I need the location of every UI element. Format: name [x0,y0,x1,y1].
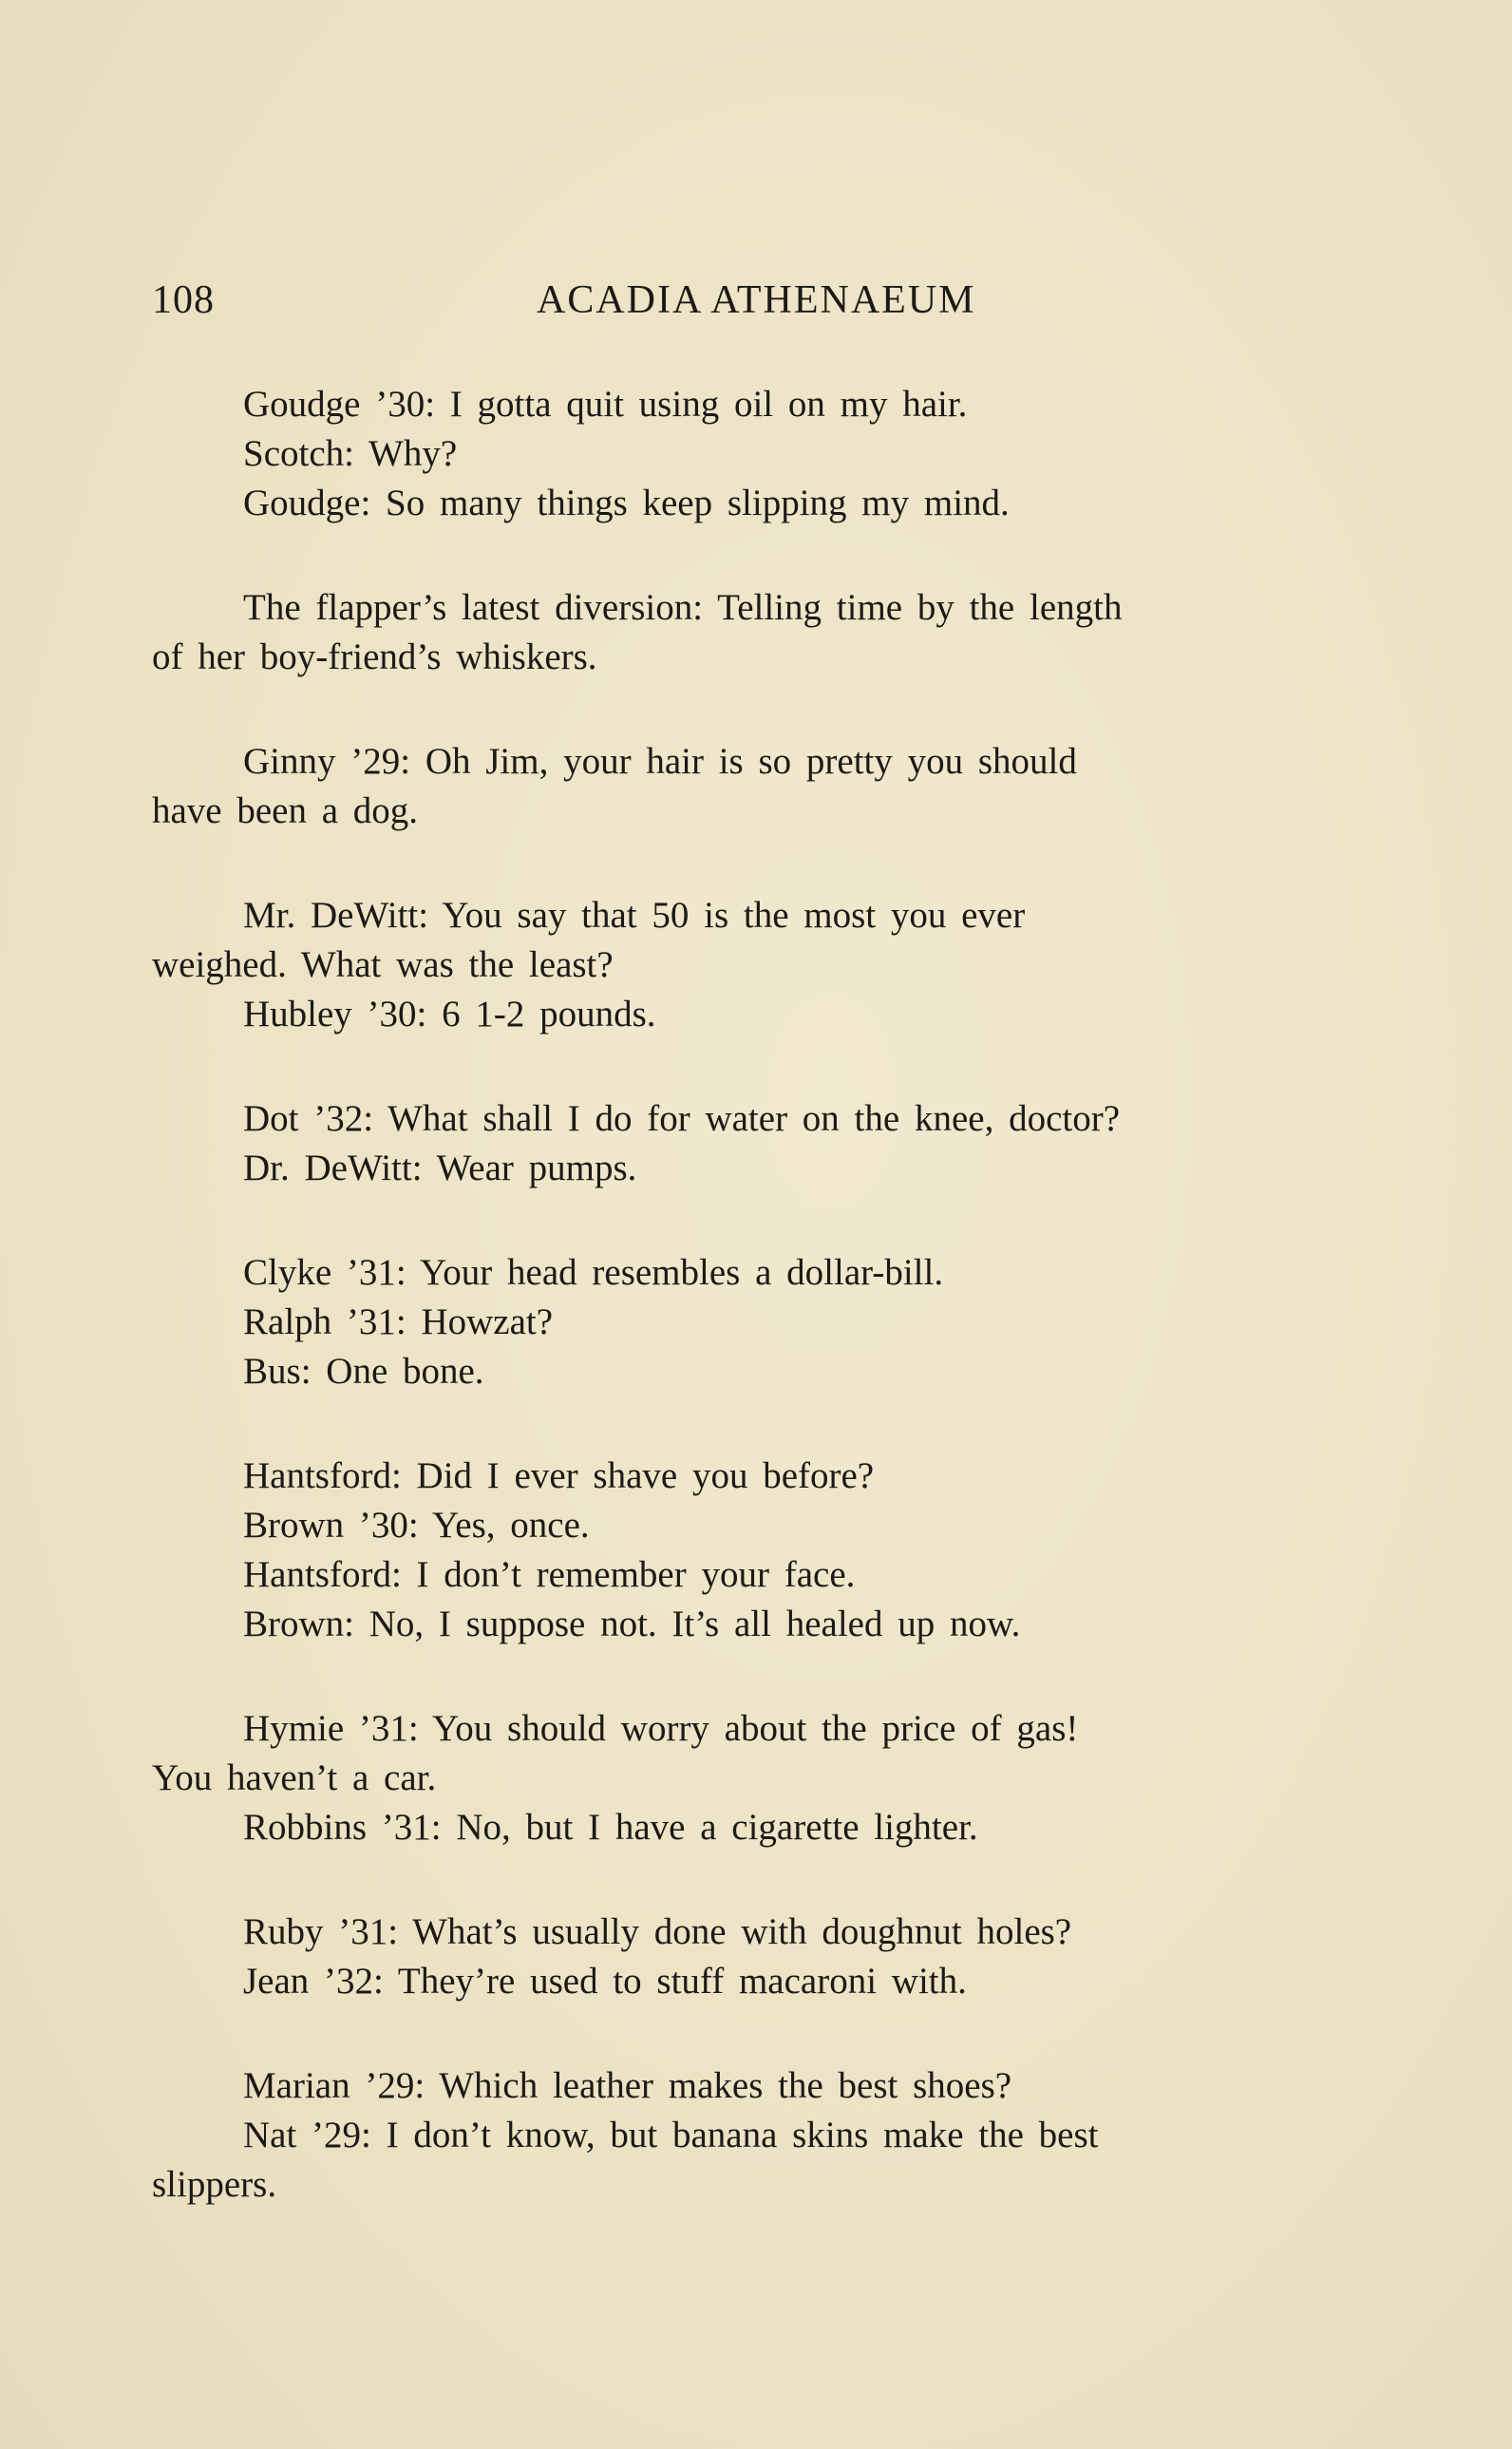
joke-line: Hantsford: I don’t remember your face. [243,1554,856,1595]
joke-line: weighed. What was the least? [152,944,614,985]
joke-line: Robbins ’31: No, but I have a cigarette lighter. [243,1807,978,1848]
joke-line: Ginny ’29: Oh Jim, your hair is so pretty you should [243,741,1077,782]
joke-line: Hantsford: Did I ever shave you before? [243,1455,875,1496]
joke-paragraph [152,891,1377,1039]
joke-line: Goudge: So many things keep slipping my mind. [243,483,1010,523]
joke-line: Dr. DeWitt: Wear pumps. [243,1148,637,1188]
joke-column [152,380,1377,2210]
joke-paragraph [152,583,1377,682]
joke-line: Nat ’29: I don’t know, but banana skins make the best [243,2115,1099,2155]
joke-line: Hubley ’30: 6 1-2 pounds. [243,994,656,1035]
joke-paragraph [152,1248,1377,1396]
joke-paragraph [152,1704,1377,1852]
joke-line: Brown ’30: Yes, once. [243,1505,590,1546]
joke-line: of her boy-friend’s whiskers. [152,636,597,677]
joke-line: Jean ’32: They’re used to stuff macaroni with. [243,1961,967,2002]
joke-paragraph [152,1908,1377,2006]
joke-line: have been a dog. [152,790,419,831]
joke-paragraph [152,1452,1377,1649]
joke-line: The flapper’s latest diversion: Telling time by the length [243,587,1123,628]
journal-title: ACADIA ATHENAEUM [537,278,976,322]
joke-line: Goudge ’30: I gotta quit using oil on my hair. [243,384,968,425]
joke-line: Ralph ’31: Howzat? [243,1301,554,1342]
joke-line: Brown: No, I suppose not. It’s all healed up now. [243,1604,1021,1644]
joke-line: You haven’t a car. [152,1757,437,1798]
joke-paragraph [152,737,1377,836]
joke-line: Mr. DeWitt: You say that 50 is the most you ever [243,895,1026,936]
joke-line: slippers. [152,2164,277,2205]
joke-line: Ruby ’31: What’s usually done with doughnut holes? [243,1911,1072,1952]
joke-paragraph [152,380,1377,528]
joke-line: Scotch: Why? [243,433,458,474]
joke-paragraph [152,2061,1377,2210]
joke-line: Hymie ’31: You should worry about the price of gas! [243,1708,1079,1749]
joke-paragraph [152,1094,1377,1193]
running-header [152,277,1330,334]
page-number: 108 [152,278,215,322]
joke-line: Dot ’32: What shall I do for water on the knee, doctor? [243,1098,1121,1139]
joke-line: Bus: One bone. [243,1351,484,1392]
joke-line: Clyke ’31: Your head resembles a dollar-bill. [243,1252,944,1293]
joke-line: Marian ’29: Which leather makes the best shoes? [243,2065,1012,2106]
